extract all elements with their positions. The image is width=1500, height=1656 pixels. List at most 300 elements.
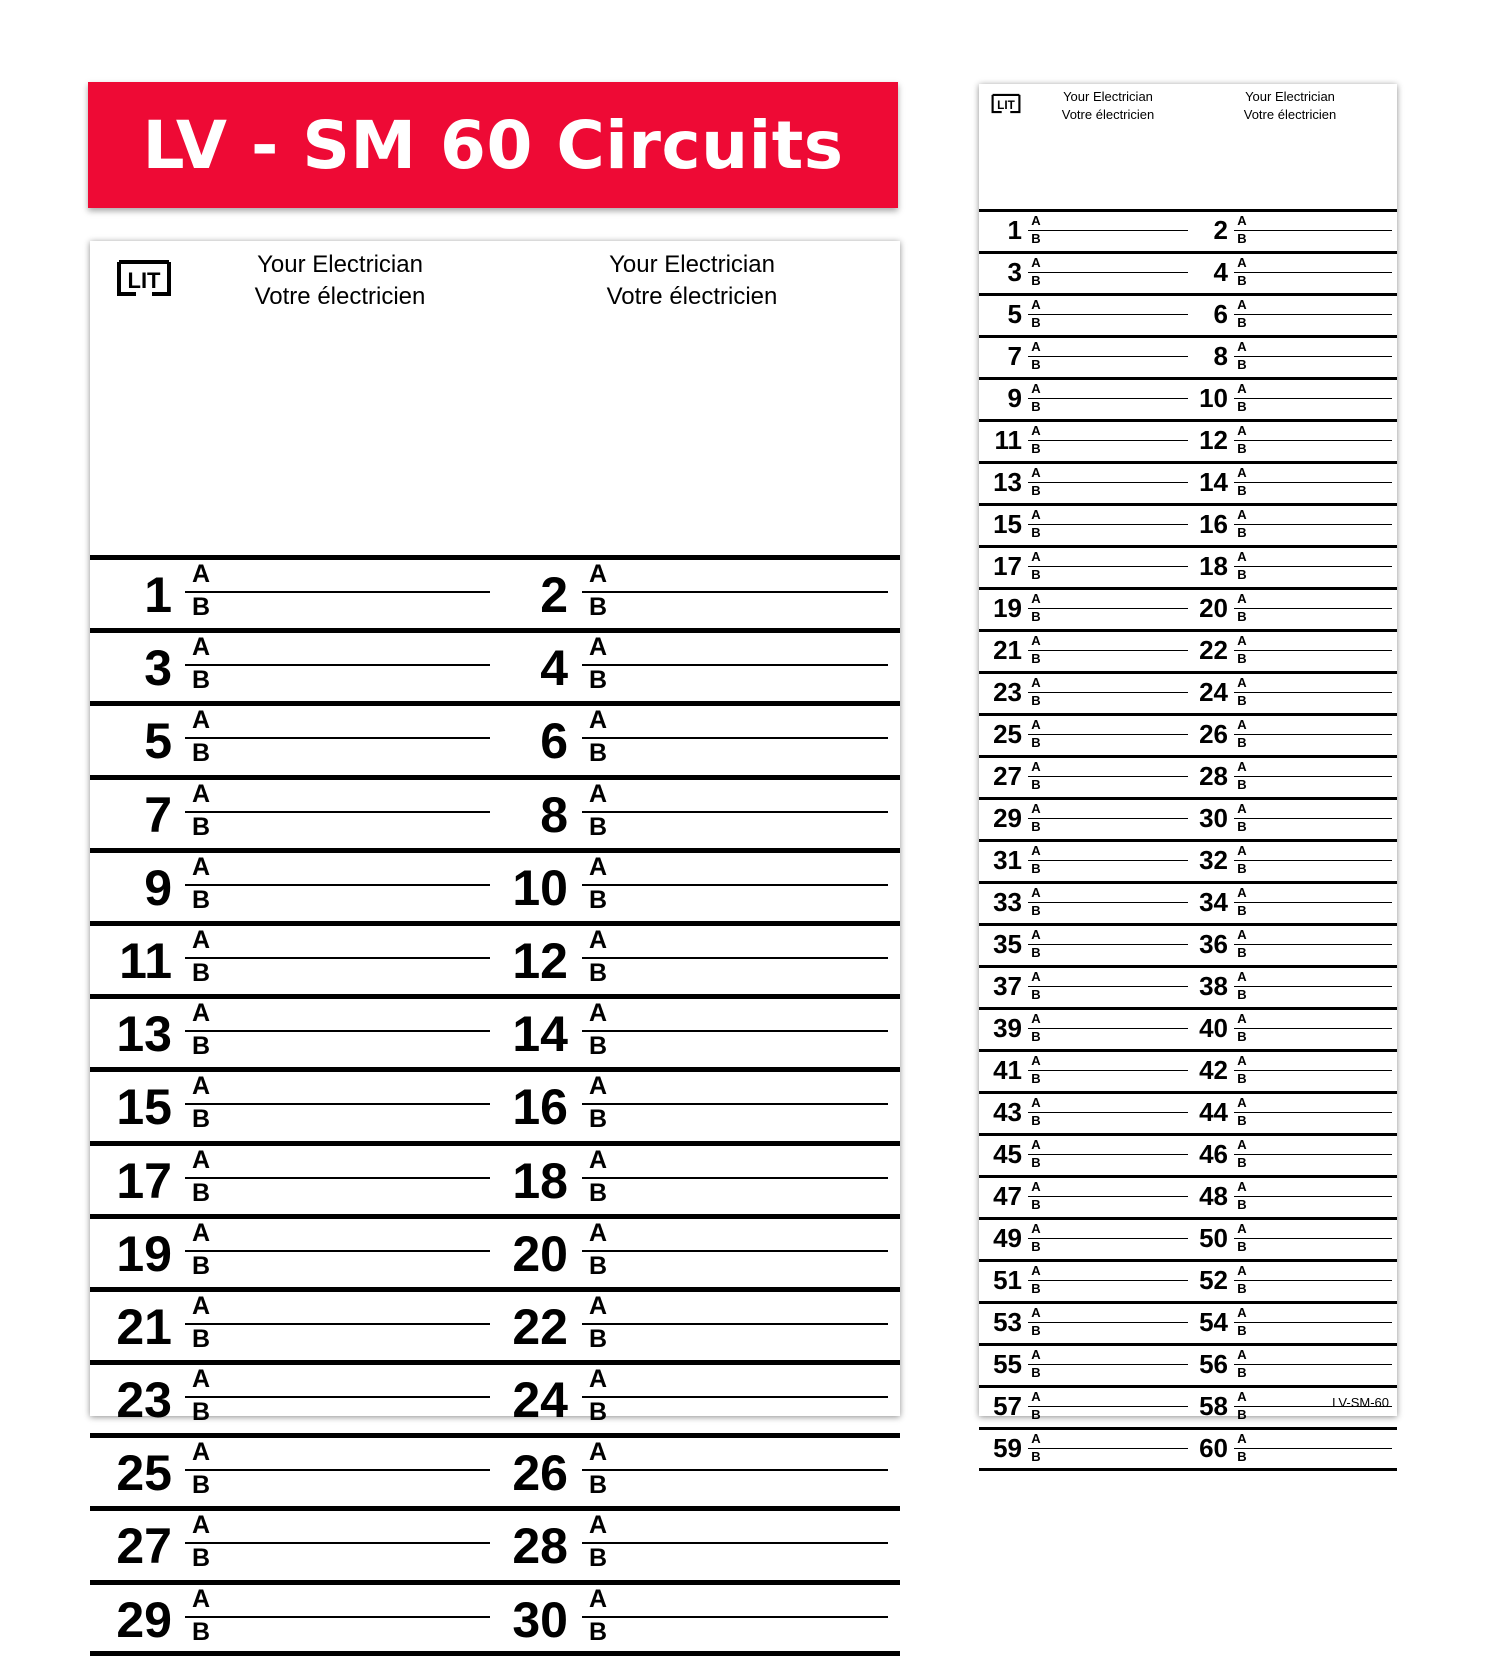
circuit-entry: [486, 853, 886, 921]
phase-b-label: B: [191, 666, 211, 695]
phase-b-label: B: [1031, 735, 1041, 750]
circuit-entry: [486, 1438, 886, 1506]
circuit-row: [979, 1007, 1397, 1049]
circuit-row: [90, 555, 900, 628]
phase-a-label: A: [1237, 801, 1247, 816]
circuit-number: 60: [1199, 1433, 1228, 1463]
write-in-line: [1028, 986, 1188, 987]
circuit-number: 2: [540, 567, 568, 623]
write-in-line: [1028, 1448, 1188, 1449]
circuit-row: [979, 965, 1397, 1007]
circuit-entry: [1185, 1220, 1395, 1259]
write-in-line: [582, 1542, 888, 1544]
circuit-entry: [1185, 800, 1395, 839]
header-right: [572, 249, 812, 313]
circuit-entry: [90, 633, 490, 701]
circuit-row: [979, 335, 1397, 377]
write-in-line: [1028, 440, 1188, 441]
phase-a-label: A: [191, 633, 211, 662]
phase-a-label: A: [1031, 1431, 1041, 1446]
circuit-number: 25: [993, 719, 1022, 749]
phase-b-label: B: [1031, 567, 1041, 582]
phase-b-label: B: [1237, 861, 1247, 876]
circuit-number: 4: [540, 640, 568, 697]
circuit-number: 54: [1199, 1307, 1228, 1337]
write-in-line: [1028, 1112, 1188, 1113]
circuit-entry: [1185, 296, 1395, 335]
circuit-row: [979, 1091, 1397, 1133]
circuit-row: [90, 1433, 900, 1506]
phase-b-label: B: [588, 593, 608, 621]
circuit-entry: [90, 853, 490, 921]
phase-b-label: B: [1031, 945, 1041, 960]
phase-b-label: B: [1237, 1029, 1247, 1044]
phase-a-label: A: [1237, 507, 1247, 522]
phase-b-label: B: [1031, 399, 1041, 414]
write-in-line: [1028, 1406, 1188, 1407]
phase-b-label: B: [1031, 693, 1041, 708]
circuit-rows: [90, 555, 900, 1653]
circuit-row: [979, 503, 1397, 545]
write-in-line: [1028, 1028, 1188, 1029]
circuit-number: 37: [993, 971, 1022, 1001]
phase-a-label: A: [191, 925, 211, 954]
bottom-rule: [90, 1651, 900, 1656]
phase-a-label: A: [1031, 297, 1041, 312]
circuit-row: [90, 701, 900, 774]
header-english: Your Electrician: [1245, 89, 1335, 104]
write-in-line: [1028, 356, 1188, 357]
write-in-line: [185, 664, 490, 666]
write-in-line: [1234, 650, 1392, 651]
circuit-number: 16: [1199, 509, 1228, 539]
phase-a-label: A: [1031, 381, 1041, 396]
circuit-number: 5: [144, 713, 172, 770]
circuit-entry: [979, 1304, 1189, 1343]
write-in-line: [1028, 902, 1188, 903]
phase-b-label: B: [1237, 1071, 1247, 1086]
phase-a-label: A: [588, 1072, 608, 1101]
phase-b-label: B: [1237, 609, 1247, 624]
phase-b-label: B: [1237, 357, 1247, 372]
phase-b-label: B: [1237, 1155, 1247, 1170]
circuit-entry: [979, 590, 1189, 629]
phase-b-label: B: [588, 1398, 608, 1427]
write-in-line: [1234, 524, 1392, 525]
phase-a-label: A: [1237, 717, 1247, 732]
phase-b-label: B: [588, 666, 608, 695]
circuit-entry: [90, 560, 490, 628]
phase-b-label: B: [191, 1544, 211, 1573]
phase-b-label: B: [1237, 1407, 1247, 1422]
write-in-line: [1234, 902, 1392, 903]
write-in-line: [185, 1396, 490, 1398]
phase-b-label: B: [588, 1178, 608, 1207]
write-in-line: [1234, 1280, 1392, 1281]
circuit-entry: [1185, 716, 1395, 755]
circuit-entry: [979, 1136, 1189, 1175]
phase-b-label: B: [1237, 1281, 1247, 1296]
phase-b-label: B: [588, 885, 608, 914]
write-in-line: [185, 884, 490, 886]
circuit-number: 13: [993, 467, 1022, 497]
phase-b-label: B: [1237, 1449, 1247, 1464]
phase-b-label: B: [1031, 315, 1041, 330]
write-in-line: [1028, 818, 1188, 819]
circuit-number: 36: [1199, 929, 1228, 959]
circuit-row: [90, 1214, 900, 1287]
phase-b-label: B: [1237, 819, 1247, 834]
phase-a-label: A: [1031, 1179, 1041, 1194]
circuit-entry: [1185, 1010, 1395, 1049]
circuit-entry: [979, 1262, 1189, 1301]
circuit-entry: [979, 464, 1189, 503]
circuit-row: [90, 921, 900, 994]
circuit-number: 1: [1007, 215, 1022, 245]
phase-b-label: B: [1031, 1239, 1041, 1254]
circuit-entry: [90, 1365, 490, 1433]
circuit-number: 14: [1199, 467, 1228, 497]
circuit-entry: [979, 212, 1189, 251]
circuit-entry: [486, 1146, 886, 1214]
phase-b-label: B: [588, 1544, 608, 1573]
circuit-number: 8: [540, 786, 568, 843]
circuit-entry: [979, 758, 1189, 797]
phase-a-label: A: [1237, 549, 1247, 564]
circuit-entry: [90, 1292, 490, 1360]
circuit-number: 56: [1199, 1349, 1228, 1379]
circuit-number: 15: [993, 509, 1022, 539]
phase-a-label: A: [1237, 1053, 1247, 1068]
phase-a-label: A: [1031, 1347, 1041, 1362]
write-in-line: [582, 957, 888, 959]
large-circuit-label: [90, 241, 900, 1648]
circuit-row: [979, 1217, 1397, 1259]
circuit-row: [979, 629, 1397, 671]
circuit-number: 7: [144, 786, 172, 843]
write-in-line: [1234, 440, 1392, 441]
circuit-number: 39: [993, 1013, 1022, 1043]
write-in-line: [1028, 860, 1188, 861]
circuit-number: 24: [1199, 677, 1228, 707]
circuit-number: 28: [1199, 761, 1228, 791]
circuit-row: [979, 293, 1397, 335]
phase-b-label: B: [191, 1251, 211, 1280]
header-english: Your Electrician: [1063, 89, 1153, 104]
phase-a-label: A: [1237, 885, 1247, 900]
phase-b-label: B: [1237, 441, 1247, 456]
header-english: Your Electrician: [609, 251, 775, 278]
phase-a-label: A: [1031, 339, 1041, 354]
circuit-number: 5: [1007, 299, 1022, 329]
phase-a-label: A: [1031, 759, 1041, 774]
phase-a-label: A: [1237, 843, 1247, 858]
circuit-number: 20: [1199, 593, 1228, 623]
phase-a-label: A: [1031, 675, 1041, 690]
circuit-number: 29: [993, 803, 1022, 833]
circuit-row: [90, 628, 900, 701]
phase-a-label: A: [1237, 969, 1247, 984]
phase-b-label: B: [588, 1032, 608, 1061]
phase-b-label: B: [1237, 315, 1247, 330]
circuit-number: 27: [116, 1518, 172, 1575]
phase-b-label: B: [1031, 231, 1041, 246]
circuit-number: 47: [993, 1181, 1022, 1211]
circuit-number: 59: [993, 1433, 1022, 1463]
circuit-row: [979, 1301, 1397, 1343]
phase-a-label: A: [1237, 1095, 1247, 1110]
phase-a-label: A: [1031, 255, 1041, 270]
phase-b-label: B: [1237, 399, 1247, 414]
phase-b-label: B: [1031, 1449, 1041, 1464]
write-in-line: [1234, 944, 1392, 945]
circuit-row: [979, 1427, 1397, 1469]
phase-b-label: B: [1031, 651, 1041, 666]
circuit-number: 30: [1199, 803, 1228, 833]
circuit-entry: [486, 999, 886, 1067]
phase-a-label: A: [588, 852, 608, 881]
circuit-row: [979, 881, 1397, 923]
phase-a-label: A: [588, 1365, 608, 1394]
write-in-line: [185, 811, 490, 813]
phase-b-label: B: [191, 812, 211, 841]
write-in-line: [1028, 1070, 1188, 1071]
circuit-number: 9: [1007, 383, 1022, 413]
phase-a-label: A: [191, 1365, 211, 1394]
header-right: [1225, 88, 1355, 124]
phase-b-label: B: [1031, 1071, 1041, 1086]
circuit-entry: [979, 800, 1189, 839]
circuit-row: [90, 1067, 900, 1140]
write-in-line: [185, 1542, 490, 1544]
circuit-number: 40: [1199, 1013, 1228, 1043]
circuit-number: 3: [144, 640, 172, 697]
circuit-row: [979, 1175, 1397, 1217]
phase-b-label: B: [1031, 1197, 1041, 1212]
circuit-entry: [90, 780, 490, 848]
circuit-row: [979, 755, 1397, 797]
write-in-line: [1028, 230, 1188, 231]
phase-b-label: B: [588, 1471, 608, 1500]
logo-text: LIT: [997, 98, 1015, 112]
circuit-number: 48: [1199, 1181, 1228, 1211]
logo-text: LIT: [127, 268, 161, 293]
circuit-number: 46: [1199, 1139, 1228, 1169]
phase-a-label: A: [191, 1438, 211, 1467]
circuit-number: 6: [1213, 299, 1228, 329]
phase-a-label: A: [588, 1218, 608, 1247]
phase-a-label: A: [588, 1511, 608, 1540]
phase-b-label: B: [1237, 735, 1247, 750]
write-in-line: [185, 737, 490, 739]
write-in-line: [582, 664, 888, 666]
phase-b-label: B: [1237, 777, 1247, 792]
circuit-number: 12: [512, 932, 568, 989]
phase-a-label: A: [1237, 339, 1247, 354]
circuit-number: 27: [993, 761, 1022, 791]
write-in-line: [1234, 566, 1392, 567]
circuit-entry: [486, 706, 886, 774]
circuit-entry: [979, 254, 1189, 293]
circuit-number: 2: [1213, 215, 1228, 245]
phase-b-label: B: [191, 1324, 211, 1353]
circuit-entry: [979, 968, 1189, 1007]
circuit-entry: [1185, 884, 1395, 923]
circuit-number: 29: [116, 1591, 172, 1648]
phase-a-label: A: [1031, 465, 1041, 480]
phase-b-label: B: [1237, 525, 1247, 540]
circuit-entry: [90, 1511, 490, 1579]
circuit-entry: [1185, 212, 1395, 251]
phase-a-label: A: [1031, 843, 1041, 858]
circuit-entry: [979, 380, 1189, 419]
phase-b-label: B: [588, 958, 608, 987]
write-in-line: [185, 591, 490, 593]
circuit-number: 20: [512, 1225, 568, 1282]
circuit-number: 45: [993, 1139, 1022, 1169]
circuit-entry: [979, 338, 1189, 377]
phase-b-label: B: [588, 1617, 608, 1646]
circuit-number: 44: [1199, 1097, 1228, 1127]
phase-a-label: A: [1031, 885, 1041, 900]
phase-b-label: B: [191, 1105, 211, 1134]
circuit-entry: [979, 1178, 1189, 1217]
phase-b-label: B: [1031, 1365, 1041, 1380]
circuit-entry: [90, 926, 490, 994]
phase-a-label: A: [588, 706, 608, 735]
circuit-entry: [1185, 380, 1395, 419]
circuit-row: [90, 1360, 900, 1433]
write-in-line: [582, 1396, 888, 1398]
write-in-line: [1234, 314, 1392, 315]
circuit-number: 18: [1199, 551, 1228, 581]
circuit-entry: [1185, 926, 1395, 965]
phase-b-label: B: [1031, 819, 1041, 834]
phase-a-label: A: [1237, 1179, 1247, 1194]
circuit-number: 15: [116, 1079, 172, 1136]
write-in-line: [582, 1469, 888, 1471]
circuit-number: 12: [1199, 425, 1228, 455]
circuit-entry: [1185, 1430, 1395, 1469]
phase-b-label: B: [588, 1251, 608, 1280]
phase-b-label: B: [1237, 987, 1247, 1002]
circuit-entry: [1185, 632, 1395, 671]
circuit-number: 21: [116, 1298, 172, 1355]
phase-b-label: B: [1237, 1113, 1247, 1128]
write-in-line: [582, 1250, 888, 1252]
write-in-line: [582, 737, 888, 739]
circuit-number: 30: [512, 1591, 568, 1648]
phase-a-label: A: [1031, 1389, 1041, 1404]
circuit-number: 50: [1199, 1223, 1228, 1253]
phase-a-label: A: [1031, 1053, 1041, 1068]
header-left: [220, 249, 460, 313]
phase-a-label: A: [191, 1218, 211, 1247]
circuit-number: 55: [993, 1349, 1022, 1379]
circuit-row: [90, 1141, 900, 1214]
phase-b-label: B: [1237, 651, 1247, 666]
phase-b-label: B: [191, 885, 211, 914]
circuit-entry: [979, 1052, 1189, 1091]
write-in-line: [1234, 1112, 1392, 1113]
phase-a-label: A: [191, 1511, 211, 1540]
phase-a-label: A: [588, 1145, 608, 1174]
circuit-row: [979, 419, 1397, 461]
phase-b-label: B: [1031, 1113, 1041, 1128]
write-in-line: [1234, 1322, 1392, 1323]
phase-a-label: A: [1031, 213, 1041, 228]
circuit-entry: [1185, 758, 1395, 797]
circuit-row: [90, 994, 900, 1067]
lit-logo-icon: [991, 93, 1021, 114]
phase-b-label: B: [1031, 1281, 1041, 1296]
circuit-number: 19: [993, 593, 1022, 623]
phase-b-label: B: [1031, 441, 1041, 456]
phase-a-label: A: [191, 1145, 211, 1174]
circuit-number: 33: [993, 887, 1022, 917]
write-in-line: [582, 1323, 888, 1325]
phase-b-label: B: [1237, 567, 1247, 582]
phase-a-label: A: [1031, 1221, 1041, 1236]
write-in-line: [1028, 398, 1188, 399]
circuit-number: 38: [1199, 971, 1228, 1001]
circuit-number: 42: [1199, 1055, 1228, 1085]
phase-a-label: A: [191, 706, 211, 735]
circuit-number: 23: [993, 677, 1022, 707]
phase-a-label: A: [588, 560, 608, 588]
circuit-number: 53: [993, 1307, 1022, 1337]
circuit-entry: [979, 926, 1189, 965]
phase-a-label: A: [1031, 423, 1041, 438]
phase-a-label: A: [191, 1291, 211, 1320]
phase-a-label: A: [1237, 381, 1247, 396]
phase-b-label: B: [1237, 1239, 1247, 1254]
lit-logo-icon: [116, 259, 172, 297]
circuit-number: 31: [993, 845, 1022, 875]
circuit-number: 26: [512, 1445, 568, 1502]
write-in-line: [185, 1469, 490, 1471]
circuit-entry: [1185, 1136, 1395, 1175]
phase-b-label: B: [588, 739, 608, 768]
circuit-row: [90, 1580, 900, 1653]
write-in-line: [185, 1616, 490, 1618]
circuit-number: 10: [512, 859, 568, 916]
circuit-entry: [1185, 968, 1395, 1007]
circuit-entry: [486, 926, 886, 994]
phase-a-label: A: [1237, 297, 1247, 312]
phase-a-label: A: [191, 852, 211, 881]
circuit-entry: [1185, 674, 1395, 713]
phase-b-label: B: [1237, 483, 1247, 498]
circuit-number: 52: [1199, 1265, 1228, 1295]
phase-a-label: A: [1237, 1305, 1247, 1320]
circuit-number: 22: [512, 1298, 568, 1355]
circuit-entry: [979, 296, 1189, 335]
circuit-number: 3: [1007, 257, 1022, 287]
circuit-entry: [1185, 842, 1395, 881]
write-in-line: [1028, 1322, 1188, 1323]
phase-b-label: B: [1031, 903, 1041, 918]
phase-a-label: A: [1031, 1011, 1041, 1026]
circuit-row: [979, 713, 1397, 755]
phase-a-label: A: [588, 779, 608, 808]
phase-a-label: A: [588, 925, 608, 954]
circuit-row: [979, 1259, 1397, 1301]
write-in-line: [1028, 566, 1188, 567]
circuit-row: [979, 587, 1397, 629]
phase-a-label: A: [1237, 1221, 1247, 1236]
circuit-row: [979, 461, 1397, 503]
